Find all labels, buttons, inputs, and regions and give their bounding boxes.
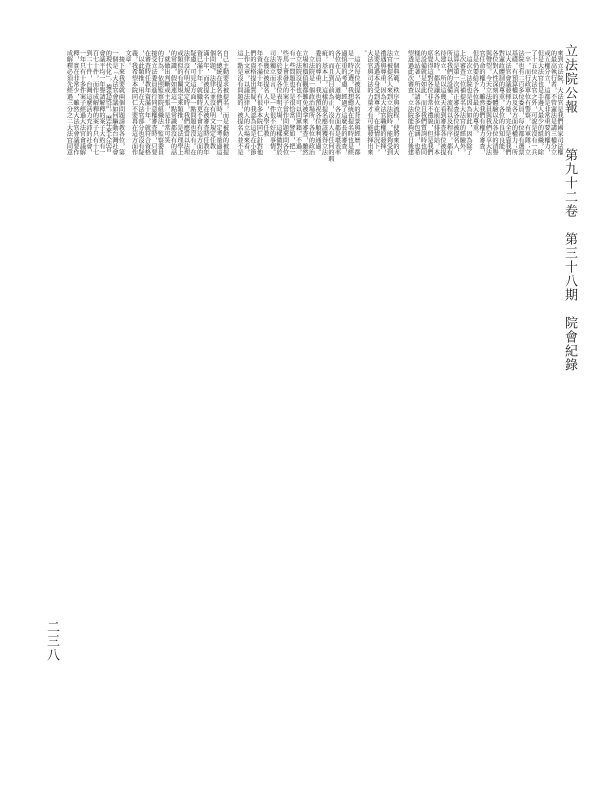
right-text-column: 上次審查三位補提名大法官的經驗外， [458,50,466,156]
right-text-column: 名人時，都是讓各位在前面排排站，本 [432,50,440,156]
right-text-column: 待建立，所以這幾天看到審查各位被提 [439,50,446,156]
right-text-column: 席覺得這對各位非常不禮貌，但是我們 [426,50,433,156]
journal-title: 立法院公報 [562,44,577,114]
right-text-column: 這算是第一次真正審查各位被提名人， [452,50,459,156]
right-text-column: 法院也有二百多位委員，每位都有選票 [517,50,524,156]
left-text-column: 在審查時任教年資滿十年，就符合資格 [143,50,151,156]
left-text-column: 自己主動要求被提名，而是被動的被提 [221,50,229,156]
right-text-column: 或五權分立，這都是非常重要的權力， [543,50,550,156]
right-text-column: 基礎，有預算權以及各方面的權力；所 [510,50,518,156]
middle-text-column: 。 [359,50,367,57]
right-text-column: 望透過此次審查，立法院能夠在日後建 [406,50,414,156]
left-text-column: 資已滿十年，就職時更不會有這方面的 [195,50,203,156]
left-text-column: 文章。 [124,50,131,69]
left-text-column: 釋，實在非常少，雖然大法官會議要作 [72,50,79,156]
block-gap [228,50,236,780]
middle-text-column: 在幾位被提名人中，大學任教 [262,50,269,137]
block-gap [398,50,406,780]
left-text-column: 成解釋必須先經過三分之二大法官同意 [65,50,73,156]
left-text-column: ，以此類推，用在大法官部分也沒有疑 [137,50,144,156]
right-text-block [62,50,562,780]
right-text-column: 的設備就是如此，而且我們質詢時也同 [419,50,427,156]
middle-text-column: 是一時之選，我想總統在提名時也是經 [346,50,354,156]
right-text-column: 了十五位大法官之外，可說是沒有一兵 [530,50,537,156]
middle-text-column: 有一些問題也不是很恰當，譬如，把一 [288,50,295,156]
middle-text-column: 立一個典範、秩序與流程，使將來的大 [392,50,399,156]
middle-text-column: 立場和價值觀都難免被拿來審查，雖然 [301,50,308,156]
right-text-column: 但是仍要給予各位最大的尊重。 [471,50,479,137]
right-text-column: 對憲政體制的尊重，各位的良知良能， [497,50,505,156]
right-text-column: 與聲望。今天立法委員與我們分享大法 [484,50,492,156]
left-text-column: 會議平均一年譽請解釋的案子大約有一 [98,50,105,156]
middle-text-column: 委員的尊重，我也預祝各位順利通過。 [314,50,321,156]
middle-text-column: 法官被提名人來到立法院時，能夠受到 [385,50,393,156]
right-text-column: 樣是站著，所以請各位多多包涵，也希 [413,50,420,156]
middle-text-column: 是要透過本身受到尊重，在此情況下， [372,50,380,156]
middle-text-column: 禮遇與尊重，因為大法官職權的發揮， [379,50,386,156]
left-text-column: 疑慮，可見這方面一點問題也沒有。在 [189,50,196,156]
left-text-column: 百七十件，而作成解釋的案子只有十七 [91,50,99,156]
left-text-column: 接受立法委員進行同意權審查時，只要 [150,50,157,156]
middle-text-column: 上作文章，以議法律的人的立場來看， [242,50,250,156]
middle-text-column: 們的資格提出質疑，我認為這是在小節 [249,50,256,156]
middle-text-column: 這一點是沒有問題的，被提名人並不是 [236,50,243,156]
left-text-column: 名，總統在提名他們時，一定考量過這 [215,50,222,156]
left-text-column: 一年只有十多件案子經過大法官會議解 [78,50,86,156]
middle-text-column: 在立法院沒有也不可以問黨籍，不過， [294,50,302,156]
middle-text-column: 立法院是一個政治場所，各位的政治 [307,50,315,156]
left-text-column: 一個是「大法官會議如何驅動台灣社會 [111,50,118,156]
middle-text-column: ，等於要求各位表明立場，這樣做對於 [275,50,282,156]
right-text-column: 但是大法官也是手邊人最少的組織，除 [536,50,544,156]
middle-text-column: 大法官與司法的力量才有可能發揮出來 [366,50,373,156]
left-text-column: 到二十件，台灣這麼活力充沛的社會， [85,50,92,156]
page-number: 二三八 [44,620,59,662]
middle-text-column: 過慎重的考慮，經過了這麼長的審查， [340,50,347,156]
left-text-column: 的常識，假如連這一點常識都沒有的話 [169,50,177,156]
left-text-column: ，就做出判斷或主張，是非常可笑 [163,50,170,143]
right-text-column: 一卒，而行政單位有警察，有軍隊；立 [523,50,531,156]
left-text-column: 法律沒有明文規定時，我們應當以法理 [182,50,190,156]
middle-text-column: 疵，基本上，這樣的提名應該獲得立法 [320,50,328,156]
middle-text-column: 的，而且到目前為止，沒有人有任何的瑕 [327,50,334,162]
left-text-column: 個問題，法律上並沒有明文規定任教 [208,50,216,150]
right-text-column: 來到立法院，大法官是我們國家司法權 [556,50,563,156]
middle-text-column: 這次每位被提名人的背景與經歷，都 [353,50,360,156]
left-text-column: 滿十年，而被提名人在被審查時任教年 [202,50,209,156]
left-text-column: 接下來我要就兩個問題請教各位，第 [117,50,125,156]
right-text-column: 各位對人性深刻的體驗以及各位的清譽 [491,50,498,156]
middle-text-column: 司法獨立而言，是一件很不好的事情。 [268,50,276,156]
left-text-column: 的現代化」，據我統計，歷年來大法官 [104,50,112,153]
left-text-column: 或類似的有關規定來類推，是法理學上 [176,50,183,156]
middle-text-column: 年資不滿十年，有很多本院同仁針對他 [255,50,263,156]
issue-info: 第九十二卷 第三十八期 院會紀錄 [562,148,577,372]
middle-text-column: 些馬上會發生的案子當作問題來問各位 [281,50,289,156]
right-text-column: 這次立法院也是因為如此，因為除了 [465,50,472,156]
right-text-column: 所以我們的設備、流程以及程序，都有 [445,50,453,156]
left-text-column: 義，我希望本院同仁不要再在這方面作 [130,50,138,156]
right-text-column: 以大法官會議發揮力量，完全是靠我們 [504,50,511,156]
middle-text-column: 各位在人品、道德、各方面都是堪表率 [333,50,341,156]
right-text-column: 的最高執行者，不管憲法是講三權分立 [549,50,557,156]
left-text-column: 的行為。依照監察院組織法，監察委員 [156,50,164,156]
right-text-column: 官任命的權力，雖然我們有權力審查， [478,50,485,156]
